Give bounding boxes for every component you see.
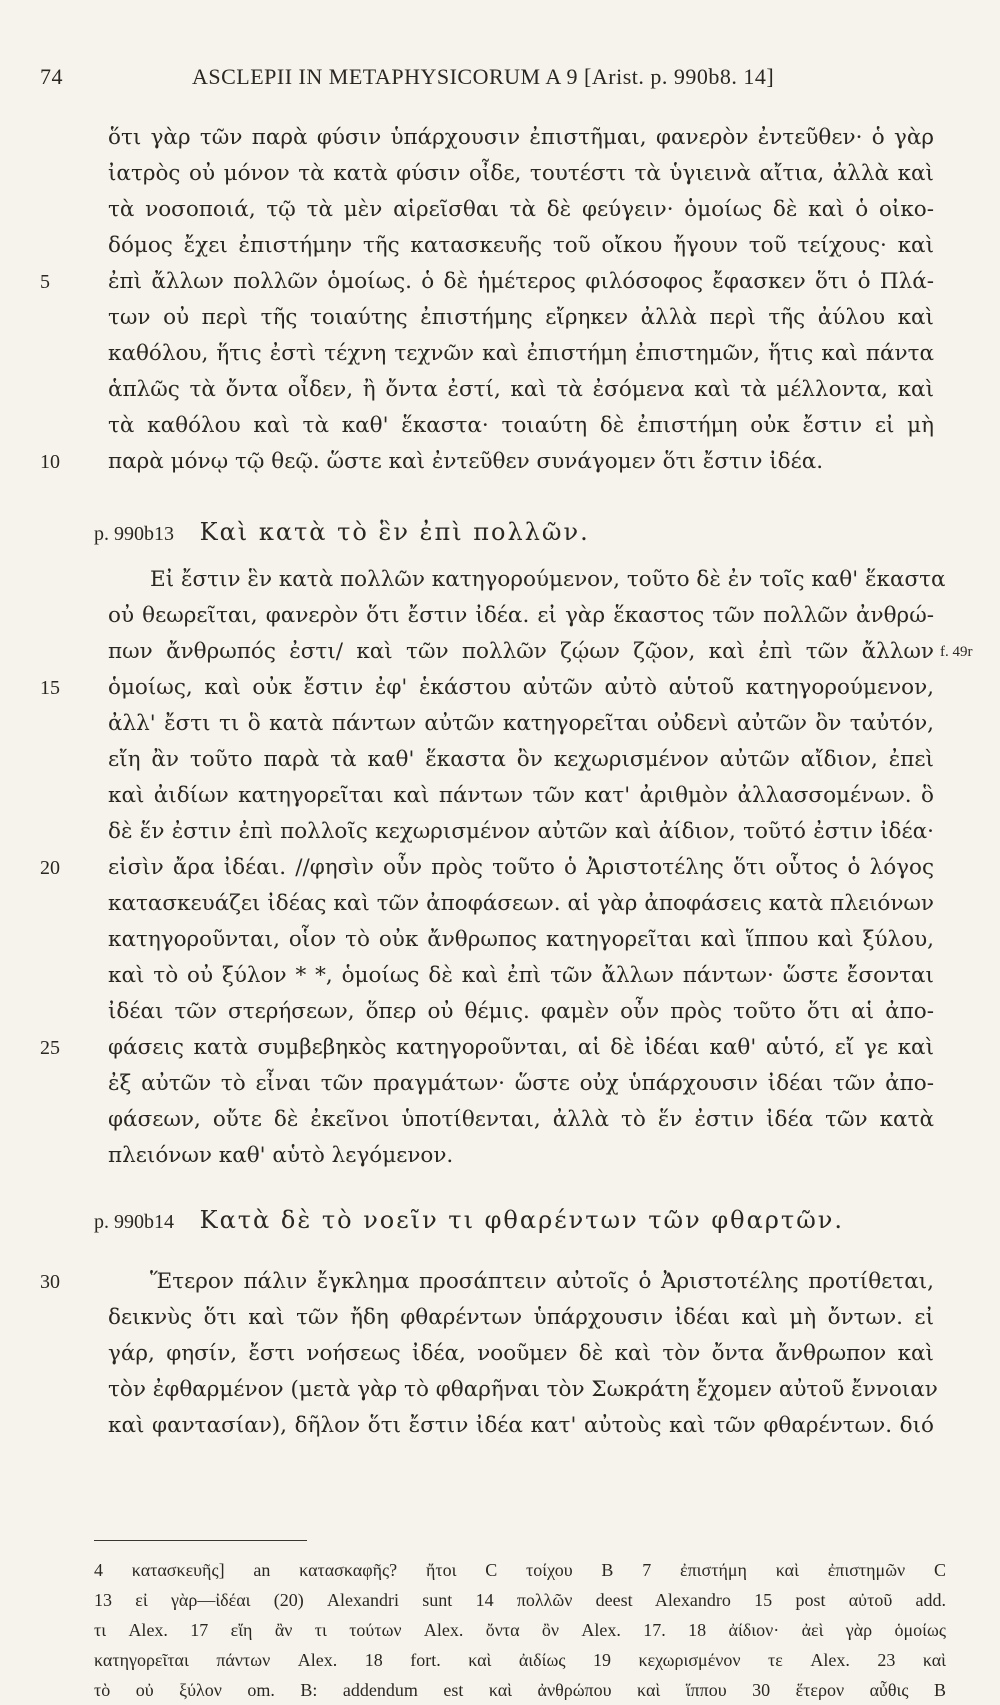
text-line: τὰ νοσοποιά, τῷ τὰ μὲν αἱρεῖσθαι τὰ δὲ φεύγειν· ὁμοίως δὲ καὶ ὁ οἰκο-	[108, 197, 934, 222]
page-number: 74	[40, 64, 63, 89]
lemma-text: Καὶ κατὰ τὸ ἓν ἐπὶ πολλῶν.	[199, 518, 590, 546]
line-number: 15	[40, 677, 60, 699]
line-number: 20	[40, 857, 60, 879]
running-title: ASCLEPII IN METAPHYSICORUM A 9 [Arist. p. 990b8. 14]	[192, 64, 775, 89]
text-line: πων ἄνθρωπός ἐστι/ καὶ τῶν πολλῶν ζῴων ζῷον, καὶ ἐπὶ τῶν ἄλλων	[108, 639, 934, 664]
apparatus-line: 13 εἰ γὰρ—ἰδέαι (20) Alexandri sunt 14 πολλῶν deest Alexandro 15 post αὐτοῦ add.	[94, 1590, 946, 1610]
text-line: καθόλου, ἥτις ἐστὶ τέχνη τεχνῶν καὶ ἐπιστήμη ἐπιστημῶν, ἥτις καὶ πάντα	[108, 341, 934, 366]
text-line: ἀλλ' ἔστι τι ὃ κατὰ πάντων αὐτῶν κατηγορεῖται οὐδενὶ αὐτῶν ὂν ταὐτόν,	[108, 711, 934, 736]
text-line: καὶ τὸ οὐ ξύλον * *, ὁμοίως δὲ καὶ ἐπὶ τῶν ἄλλων πάντων· ὥστε ἔσονται	[108, 963, 934, 988]
text-line: τὸν ἐφθαρμένον (μετὰ γὰρ τὸ φθαρῆναι τὸν Σωκράτη ἔχομεν αὐτοῦ ἔννοιαν	[108, 1377, 938, 1402]
text-line: εἰσὶν ἄρα ἰδέαι. //φησὶν οὖν πρὸς τοῦτο ὁ Ἀριστοτέλης ὅτι οὗτος ὁ λόγος	[108, 855, 934, 880]
lemma-reference: p. 990b14	[94, 1211, 174, 1233]
text-line: φάσεις κατὰ συμβεβηκὸς κατηγοροῦνται, αἱ δὲ ἰδέαι καθ' αὑτό, εἴ γε καὶ	[108, 1035, 934, 1060]
text-line: ὅτι γὰρ τῶν παρὰ φύσιν ὑπάρχουσιν ἐπιστῆμαι, φανερὸν ἐντεῦθεν· ὁ γὰρ	[108, 125, 934, 150]
lemma-reference: p. 990b13	[94, 523, 174, 545]
text-line: ἐξ αὐτῶν τὸ εἶναι τῶν πραγμάτων· ὥστε οὐχ ὑπάρχουσιν ἰδέαι τῶν ἀπο-	[108, 1071, 934, 1096]
margin-folio-note: f. 49r	[940, 644, 973, 660]
apparatus-line: τὸ οὐ ξύλον om. B: addendum est καὶ ἀνθρώπου καὶ ἵππου 30 ἕτερον αὖθις B	[94, 1680, 946, 1700]
text-line: γάρ, φησίν, ἔστι νοήσεως ἰδέα, νοοῦμεν δὲ καὶ τὸν ὄντα ἄνθρωπον καὶ	[108, 1341, 934, 1366]
text-line: πλειόνων καθ' αὑτὸ λεγόμενον.	[108, 1143, 454, 1168]
footnote-rule	[94, 1540, 307, 1541]
text-line: ἐπὶ ἄλλων πολλῶν ὁμοίως. ὁ δὲ ἡμέτερος φιλόσοφος ἔφασκεν ὅτι ὁ Πλά-	[108, 269, 934, 294]
text-line: δεικνὺς ὅτι καὶ τῶν ἤδη φθαρέντων ὑπάρχουσιν ἰδέαι καὶ μὴ ὄντων. εἰ	[108, 1305, 934, 1330]
lemma-heading	[94, 1200, 940, 1240]
line-number: 10	[40, 451, 60, 473]
text-line: ἁπλῶς τὰ ὄντα οἶδεν, ἢ ὄντα ἐστί, καὶ τὰ ἐσόμενα καὶ τὰ μέλλοντα, καὶ	[108, 377, 934, 402]
line-number: 5	[40, 271, 50, 293]
text-line: Ἕτερον πάλιν ἔγκλημα προσάπτειν αὐτοῖς ὁ Ἀριστοτέλης προτίθεται,	[150, 1269, 934, 1294]
lemma-text: Κατὰ δὲ τὸ νοεῖν τι φθαρέντων τῶν φθαρτῶν.	[199, 1206, 844, 1234]
text-line: ἰδέαι τῶν στερήσεων, ὅπερ οὐ θέμις. φαμὲν οὖν πρὸς τοῦτο ὅτι αἱ ἀπο-	[108, 999, 934, 1024]
text-line: φάσεων, οὔτε δὲ ἐκεῖνοι ὑποτίθενται, ἀλλὰ τὸ ἕν ἐστιν ἰδέα τῶν κατὰ	[108, 1107, 934, 1132]
text-line: των οὐ περὶ τῆς τοιαύτης ἐπιστήμης εἴρηκεν ἀλλὰ περὶ τῆς ἀύλου καὶ	[108, 305, 934, 330]
text-line: Εἰ ἔστιν ἓν κατὰ πολλῶν κατηγορούμενον, τοῦτο δὲ ἐν τοῖς καθ' ἕκαστα	[150, 567, 946, 592]
text-line: κατασκευάζει ἰδέας καὶ τῶν ἀποφάσεων. αἱ γὰρ ἀποφάσεις κατὰ πλειόνων	[108, 891, 934, 916]
text-line: παρὰ μόνῳ τῷ θεῷ. ὥστε καὶ ἐντεῦθεν συνάγομεν ὅτι ἔστιν ἰδέα.	[108, 449, 824, 474]
text-line: οὐ θεωρεῖται, φανερὸν ὅτι ἔστιν ἰδέα. εἰ γὰρ ἕκαστος τῶν πολλῶν ἀνθρώ-	[108, 603, 934, 628]
text-line: δόμος ἔχει ἐπιστήμην τῆς κατασκευῆς τοῦ οἴκου ἤγουν τοῦ τείχους· καὶ	[108, 233, 934, 258]
text-line: τὰ καθόλου καὶ τὰ καθ' ἕκαστα· τοιαύτη δὲ ἐπιστήμη οὐκ ἔστιν εἰ μὴ	[108, 413, 934, 438]
apparatus-line: κατηγορεῖται πάντων Alex. 18 fort. καὶ ἀιδίως 19 κεχωρισμένον τε Alex. 23 καὶ	[94, 1650, 946, 1670]
text-line: ἰατρὸς οὐ μόνον τὰ κατὰ φύσιν οἶδε, τουτέστι τὰ ὑγιεινὰ αἴτια, ἀλλὰ καὶ	[108, 161, 934, 186]
text-line: δὲ ἕν ἐστιν ἐπὶ πολλοῖς κεχωρισμένον αὐτῶν καὶ ἀίδιον, τοῦτό ἐστιν ἰδέα·	[108, 819, 934, 844]
lemma-heading	[94, 512, 940, 552]
line-number: 25	[40, 1037, 60, 1059]
text-line: καὶ ἀιδίων κατηγορεῖται καὶ πάντων τῶν κατ' ἀριθμὸν ἀλλασσομένων. ὃ	[108, 783, 934, 808]
apparatus-line: 4 κατασκευῆς] an κατασκαφῆς? ἤτοι C τοίχου B 7 ἐπιστήμη καὶ ἐπιστημῶν C	[94, 1560, 946, 1580]
text-line: καὶ φαντασίαν), δῆλον ὅτι ἔστιν ἰδέα κατ' αὐτοὺς καὶ τῶν φθαρέντων. διό	[108, 1413, 934, 1438]
text-line: ὁμοίως, καὶ οὐκ ἔστιν ἐφ' ἑκάστου αὐτῶν αὐτὸ αὑτοῦ κατηγορούμενον,	[108, 675, 934, 700]
line-number: 30	[40, 1271, 60, 1293]
text-line: κατηγοροῦνται, οἷον τὸ οὐκ ἄνθρωπος κατηγορεῖται καὶ ἵππου καὶ ξύλου,	[108, 927, 934, 952]
running-header	[40, 64, 940, 96]
apparatus-line: τι Alex. 17 εἴη ἂν τι τούτων Alex. ὄντα ὂν Alex. 17. 18 ἀίδιον· ἀεὶ γὰρ ὁμοίως	[94, 1620, 946, 1640]
text-line: εἴη ἂν τοῦτο παρὰ τὰ καθ' ἕκαστα ὂν κεχωρισμένον αὐτῶν αἴδιον, ἐπεὶ	[108, 747, 934, 772]
